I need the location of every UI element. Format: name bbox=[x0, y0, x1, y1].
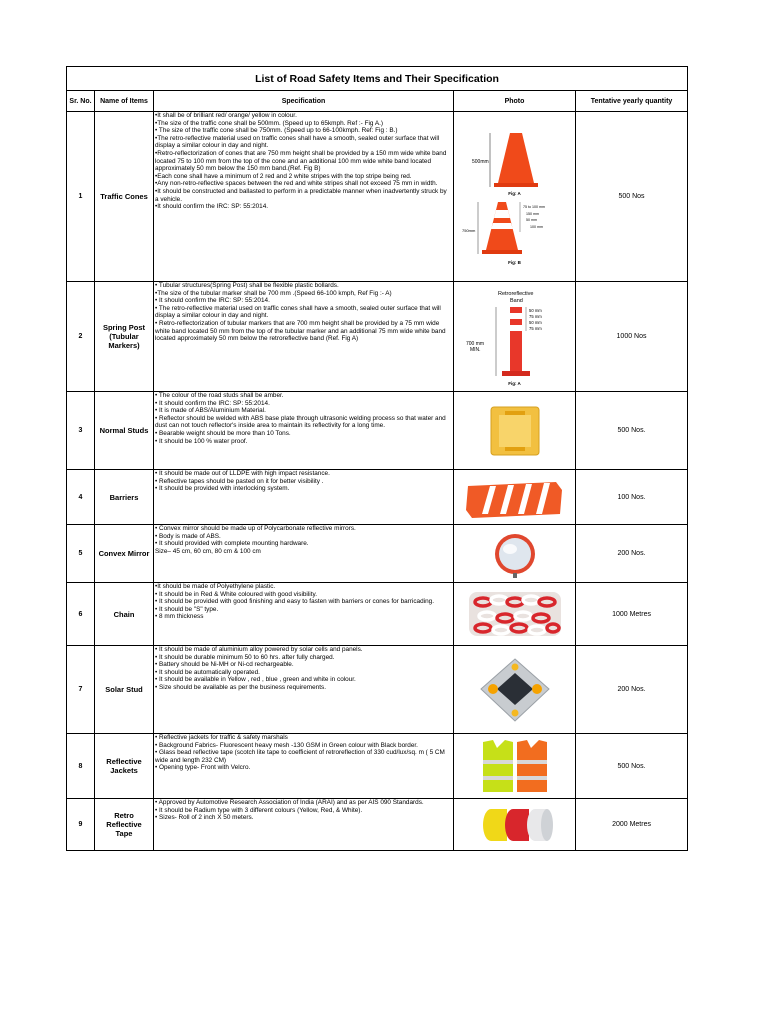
spec-line: • Reflective jackets for traffic & safety marshals bbox=[155, 734, 288, 741]
spec-line: • It should be durable minimum 50 to 60 hrs. after fully charged. bbox=[155, 653, 335, 661]
row-sr: 6 bbox=[67, 583, 95, 646]
spec-line: •Retro-reflectorization of cones that are 750 mm height shall be provided by a 150 mm wide white band located 75 to 100 mm from the top of the cone and an additional 100 mm wide white band located approximately 50 mm below the 150 mm band.(Ref. Fig B) bbox=[155, 149, 447, 173]
row-sr: 3 bbox=[67, 392, 95, 470]
spec-line: • It should confirm the IRC: SP: 55:2014. bbox=[155, 399, 270, 407]
row-spec bbox=[154, 525, 454, 583]
row-spec bbox=[154, 734, 454, 799]
photo-retro-tape bbox=[454, 799, 576, 851]
row-sr: 9 bbox=[67, 799, 95, 851]
table-row bbox=[67, 583, 688, 646]
row-spec bbox=[154, 282, 454, 392]
spec-line: • It should provided with complete mounting hardware. bbox=[155, 540, 309, 548]
spec-line: • Opening type- Front with Velcro. bbox=[155, 764, 251, 772]
table-row bbox=[67, 392, 688, 470]
fig-caption: Fig: A bbox=[508, 381, 521, 386]
fig-a-caption: Fig: A bbox=[508, 190, 521, 196]
spec-line: • It should be made out of LLDPE with high impact resistance. bbox=[155, 470, 330, 477]
spec-line: • It should be "S" type. bbox=[155, 605, 219, 613]
row-qty: 500 Nos. bbox=[576, 392, 688, 470]
spec-line: • Reflective tapes should be pasted on it for better visibility . bbox=[155, 477, 324, 485]
row-name: Chain bbox=[95, 583, 154, 646]
row-qty: 200 Nos. bbox=[576, 646, 688, 734]
retroreflective-label: Retroreflective bbox=[497, 291, 533, 297]
fig-b-dim: 100 mm bbox=[529, 224, 543, 229]
table-row bbox=[67, 525, 688, 583]
row-name: Solar Stud bbox=[95, 646, 154, 734]
spec-line: • It is made of ABS/Aluminium Material. bbox=[155, 407, 266, 415]
row-sr: 4 bbox=[67, 470, 95, 525]
row-name: Reflective Jackets bbox=[95, 734, 154, 799]
fig-b-label: 750mm bbox=[461, 227, 475, 233]
fig-b-dim: 75 to 100 mm bbox=[522, 204, 545, 209]
fig-b-dim: 150 mm bbox=[525, 211, 539, 216]
spec-line: • The retro-reflective material used on traffic cones shall have a smooth, sealed outer surface that will display a similar colour in day and night. bbox=[155, 304, 441, 320]
row-name: Barriers bbox=[95, 470, 154, 525]
spec-line: • Bearable weight should be more than 10 Tons. bbox=[155, 429, 291, 437]
header-qty: Tentative yearly quantity bbox=[576, 91, 688, 112]
fig-b-dim: 50 mm bbox=[525, 217, 537, 222]
table-row bbox=[67, 112, 688, 282]
fig-a-label: 500mm bbox=[471, 158, 489, 165]
spec-line: • Sizes- Roll of 2 inch X 50 meters. bbox=[155, 814, 254, 822]
height-min-label: MIN. bbox=[469, 347, 481, 353]
spec-line: • Convex mirror should be made up of Polycarbonate reflective mirrors. bbox=[155, 525, 356, 532]
row-qty: 100 Nos. bbox=[576, 470, 688, 525]
photo-convex-mirror bbox=[454, 525, 576, 583]
row-name: Traffic Cones bbox=[95, 112, 154, 282]
photo-traffic-cones bbox=[454, 112, 576, 282]
row-sr: 7 bbox=[67, 646, 95, 734]
dim-label: 50 mm bbox=[528, 308, 542, 313]
spec-line: • It should be automatically operated. bbox=[155, 668, 260, 676]
header-photo: Photo bbox=[454, 91, 576, 112]
band-label: Band bbox=[509, 298, 523, 304]
spec-table bbox=[66, 66, 688, 851]
row-qty: 2000 Metres bbox=[576, 799, 688, 851]
spec-line: • Body is made of ABS. bbox=[155, 532, 221, 540]
header-row bbox=[67, 91, 688, 112]
traffic-cone-fig-b bbox=[460, 196, 570, 260]
header-spec: Specification bbox=[154, 91, 454, 112]
photo-spring-post bbox=[454, 282, 576, 392]
spec-line: •It should be constructed and ballasted to perform in a predictable manner when inadvertently struck by a vehicle. bbox=[155, 187, 447, 203]
dim-label: 75 mm bbox=[528, 314, 542, 319]
spec-line: • It should be 100 % water proof. bbox=[155, 437, 248, 445]
spec-line: • It should be provided with good finishing and easy to fasten with barriers or cones for barricading. bbox=[155, 598, 434, 606]
spec-sheet bbox=[66, 66, 687, 851]
spec-line: • Approved by Automotive Research Association of India (ARAI) and as per AIS 090 Standards. bbox=[155, 799, 424, 806]
spec-line: • 8 mm thickness bbox=[155, 613, 204, 621]
solar-stud-image bbox=[475, 655, 555, 725]
row-name: Spring Post (Tubular Markers) bbox=[95, 282, 154, 392]
row-qty: 1000 Metres bbox=[576, 583, 688, 646]
spec-line: • It should confirm the IRC: SP: 55:2014. bbox=[155, 297, 270, 305]
spec-line: Size– 45 cm, 60 cm, 80 cm & 100 cm bbox=[155, 547, 261, 555]
spec-line: • Reflector should be welded with ABS base plate through ultrasonic welding process so that water and dust can not touch reflector's inside area to maintain its reflectivity for a long time. bbox=[155, 414, 446, 430]
spec-line: • Tubular structures(Spring Post) shall be flexible plastic bollards. bbox=[155, 282, 339, 289]
table-row bbox=[67, 799, 688, 851]
row-qty: 200 Nos. bbox=[576, 525, 688, 583]
spec-line: •It shall be of brilliant red/ orange/ yellow in colour. bbox=[155, 112, 297, 119]
reflective-tape-image bbox=[475, 805, 555, 845]
spec-line: • Glass bead reflective tape (scotch lite tape to coefficient of retroreflection of 330 cud/lux/sq. m ( 5 CM wide and length 232 CM) bbox=[155, 749, 445, 764]
spec-line: •It should be made of Polyethylene plastic. bbox=[155, 583, 276, 590]
spec-line: • Size should be available as per the business requirements. bbox=[155, 683, 326, 691]
row-spec bbox=[154, 112, 454, 282]
page-title: List of Road Safety Items and Their Specification bbox=[67, 67, 688, 91]
traffic-cone-fig-a bbox=[460, 129, 570, 191]
row-qty: 500 Nos. bbox=[576, 734, 688, 799]
barrier-image bbox=[460, 472, 570, 522]
photo-solar-stud bbox=[454, 646, 576, 734]
spec-line: • It should be available in Yellow , red , blue , green and white in colour. bbox=[155, 676, 356, 684]
spec-line: • It should be provided with interlocking system. bbox=[155, 485, 290, 493]
row-sr: 2 bbox=[67, 282, 95, 392]
spec-line: • It should be made of aluminium alloy powered by solar cells and panels. bbox=[155, 646, 363, 653]
dim-label: 75 mm bbox=[528, 326, 542, 331]
row-name: Retro Reflective Tape bbox=[95, 799, 154, 851]
chain-image bbox=[465, 586, 565, 642]
spec-line: •Any non-retro-reflective spaces between the red and white stripes shall not exceed 75 mm in width. bbox=[155, 180, 438, 188]
road-stud-image bbox=[485, 401, 545, 461]
row-sr: 8 bbox=[67, 734, 95, 799]
spec-line: •The size of the traffic cone shall be 500mm. (Speed up to 65kmph. Ref :- Fig A.) bbox=[155, 119, 384, 127]
spec-line: • Battery should be Ni-MH or Ni-cd rechargeable. bbox=[155, 661, 294, 669]
row-sr: 5 bbox=[67, 525, 95, 583]
spec-line: •Each cone shall have a minimum of 2 red and 2 white stripes with the top stripe being red. bbox=[155, 172, 412, 180]
row-qty: 1000 Nos bbox=[576, 282, 688, 392]
header-name: Name of Items bbox=[95, 91, 154, 112]
fig-b-caption: Fig: B bbox=[508, 259, 521, 265]
photo-reflective-jackets bbox=[454, 734, 576, 799]
convex-mirror-image bbox=[490, 529, 540, 579]
spec-line: • The colour of the road studs shall be amber. bbox=[155, 392, 284, 399]
table-row bbox=[67, 734, 688, 799]
row-name: Normal Studs bbox=[95, 392, 154, 470]
photo-normal-studs bbox=[454, 392, 576, 470]
row-spec bbox=[154, 799, 454, 851]
spec-line: • Background Fabrics- Fluorescent heavy mesh -130 GSM in Green colour with Black border. bbox=[155, 741, 418, 749]
dim-label: 50 mm bbox=[528, 320, 542, 325]
spec-line: • Retro-reflectorization of tubular markers that are 700 mm height shall be provided by a 75 mm wide white band located 50 mm from the top of the tubular marker and an additional 75 mm wide white band located approximately 50 mm below the retroreflective band (Ref. Fig A) bbox=[155, 319, 446, 343]
spec-line: •The retro-reflective material used on traffic cones shall have a smooth, sealed outer surface that will display a similar colour in day and night. bbox=[155, 134, 440, 150]
row-spec bbox=[154, 646, 454, 734]
row-qty: 500 Nos bbox=[576, 112, 688, 282]
table-row bbox=[67, 282, 688, 392]
spec-line: •It should confirm the IRC: SP: 55:2014. bbox=[155, 203, 269, 211]
header-sr: Sr. No. bbox=[67, 91, 95, 112]
photo-chain bbox=[454, 583, 576, 646]
reflective-jacket-image bbox=[475, 736, 555, 796]
height-label: 700 mm bbox=[465, 341, 484, 347]
photo-barriers bbox=[454, 470, 576, 525]
row-spec bbox=[154, 470, 454, 525]
row-sr: 1 bbox=[67, 112, 95, 282]
row-spec bbox=[154, 392, 454, 470]
spec-line: • The size of the traffic cone shall be 750mm. (Speed up to 66-100kmph. Ref: Fig : B.) bbox=[155, 127, 398, 135]
spec-line: • It should be Radium type with 3 different colours (Yellow, Red, & White). bbox=[155, 806, 363, 814]
spring-post-figure bbox=[460, 287, 570, 381]
spec-line: • It should be in Red & White coloured with good visibility. bbox=[155, 590, 317, 598]
row-name: Convex Mirror bbox=[95, 525, 154, 583]
table-row bbox=[67, 470, 688, 525]
table-row bbox=[67, 646, 688, 734]
row-spec bbox=[154, 583, 454, 646]
spec-line: •The size of the tubular marker shall be 700 mm .(Speed 66-100 kmph, Ref Fig :- A) bbox=[155, 289, 392, 297]
